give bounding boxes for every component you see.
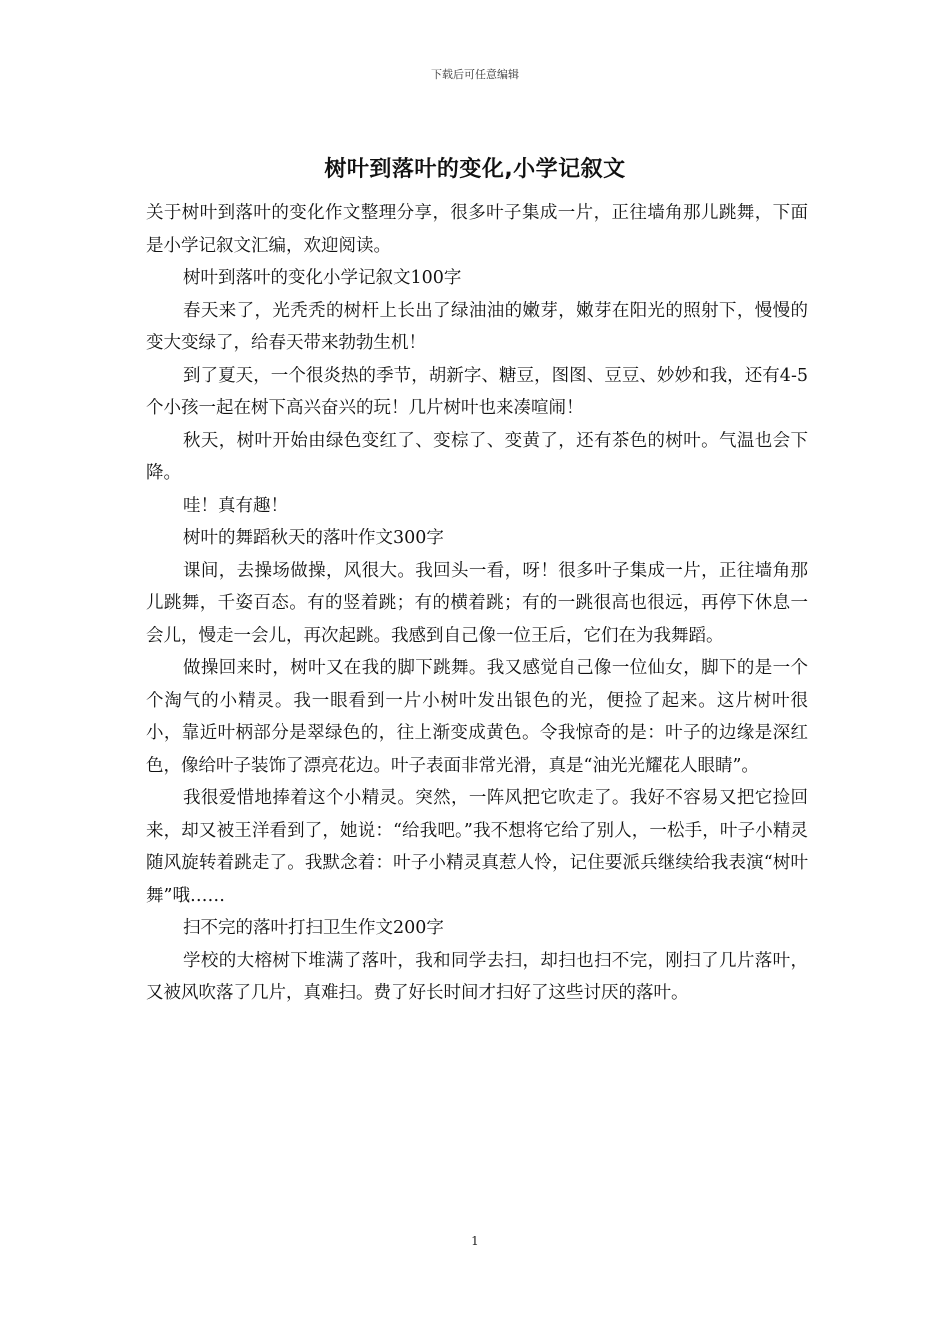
paragraph: 哇！真有趣！ [183,495,288,516]
page-number: 1 [471,1234,479,1248]
paragraph: 春天来了，光秃秃的树杆上长出了绿油油的嫩芽，嫩芽在阳光的照射下，慢慢的变大变绿了，给春天带来勃勃生机！ [146,300,808,353]
section-heading: 树叶的舞蹈秋天的落叶作文300字 [183,528,444,548]
paragraph-intro: 关于树叶到落叶的变化作文整理分享，很多叶子集成一片，正往墙角那儿跳舞，下面是小学记叙文汇编，欢迎阅读。 [146,203,808,256]
paragraph: 做操回来时，树叶又在我的脚下跳舞。我又感觉自己像一位仙女，脚下的是一个个淘气的小精灵。我一眼看到一片小树叶发出银色的光，便捡了起来。这片树叶很小，靠近叶柄部分是翠绿色的，往上渐变成黄色。令我惊奇的是：叶子的边缘是深红色，像给叶子装饰了漂亮花边。叶子表面非常光滑，真是“油光光耀花人眼睛”。 [146,658,808,776]
paragraph: 学校的大榕树下堆满了落叶，我和同学去扫，却扫也扫不完，刚扫了几片落叶，又被风吹落了几片，真难扫。费了好长时间才扫好了这些讨厌的落叶。 [146,950,808,1003]
header-note: 下载后可任意编辑 [431,68,519,81]
section-heading: 树叶到落叶的变化小学记叙文100字 [183,268,462,288]
paragraph: 课间，去操场做操，风很大。我回头一看，呀！很多叶子集成一片，正往墙角那儿跳舞，千姿百态。有的竖着跳；有的横着跳；有的一跳很高也很远，再停下休息一会儿，慢走一会儿，再次起跳。我感到自己像一位王后，它们在为我舞蹈。 [146,560,808,646]
paragraph: 到了夏天，一个很炎热的季节，胡新字、糖豆，图图、豆豆、妙妙和我，还有4-5个小孩一起在树下高兴奋兴的玩！几片树叶也来凑喧闹！ [146,365,808,418]
document-title: 树叶到落叶的变化,小学记叙文 [324,157,626,182]
paragraph: 秋天，树叶开始由绿色变红了、变棕了、变黄了，还有茶色的树叶。气温也会下降。 [146,430,808,483]
paragraph: 我很爱惜地捧着这个小精灵。突然，一阵风把它吹走了。我好不容易又把它捡回来，却又被王洋看到了，她说：“给我吧。”我不想将它给了别人，一松手，叶子小精灵随风旋转着跳走了。我默念着：叶子小精灵真惹人怜，记住要派兵继续给我表演“树叶舞”哦…… [146,788,808,906]
document-body [146,197,808,1010]
section-heading: 扫不完的落叶打扫卫生作文200字 [183,918,444,938]
